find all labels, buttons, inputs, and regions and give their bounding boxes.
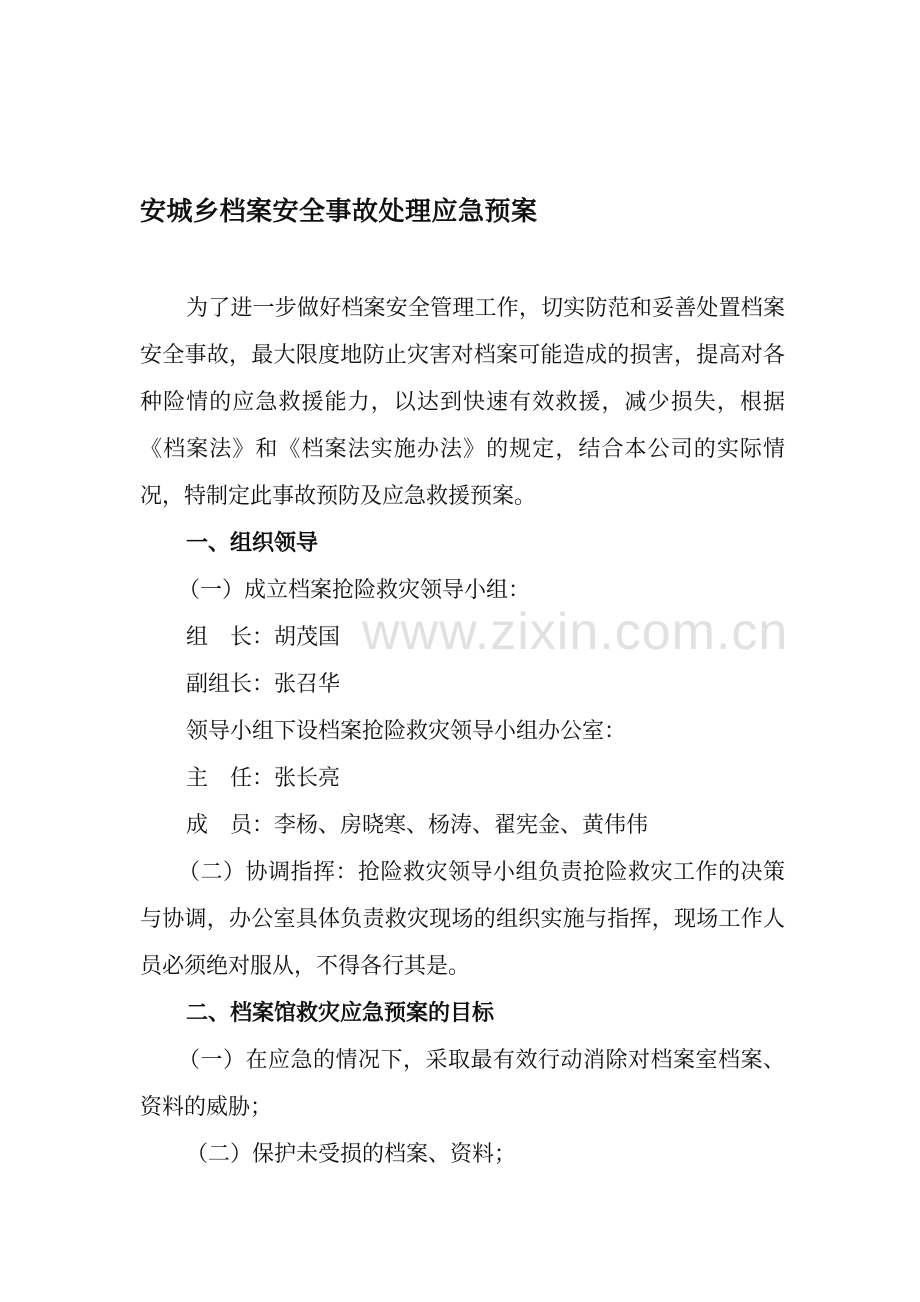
watermark-text: www.zixin.com.cn (362, 603, 789, 661)
document-body (140, 285, 785, 1178)
section-1-sub-1: （一）成立档案抢险救灾领导小组： (178, 578, 531, 603)
section-1-heading: 一、组织领导 (186, 531, 319, 556)
coordination-paragraph: （二）协调指挥：抢险救灾领导小组负责抢险救灾工作的决策与协调，办公室具体负责救灾现场的组织实施与指挥，现场工作人员必须绝对服从，不得各行其是。 (140, 860, 785, 979)
intro-paragraph: 为了进一步做好档案安全管理工作，切实防范和妥善处置档案安全事故，最大限度地防止灾害对档案可能造成的损害，提高对各种险情的应急救援能力，以达到快速有效救援，减少损失，根据《档案法》和《档案法实施办法》的规定，结合本公司的实际情况，特制定此事故预防及应急救援预案。 (140, 296, 785, 509)
leader-line: 组 长：胡茂国 (186, 625, 341, 650)
deputy-leader-line: 副组长：张召华 (186, 672, 341, 697)
director-line: 主 任：张长亮 (186, 766, 341, 791)
section-2-heading: 二、档案馆救灾应急预案的目标 (186, 1001, 495, 1026)
goal-item-1: （一）在应急的情况下，采取最有效行动消除对档案室档案、资料的威胁； (140, 1048, 785, 1120)
goal-item-2: （二）保护未受损的档案、资料； (186, 1142, 517, 1167)
office-line: 领导小组下设档案抢险救灾领导小组办公室： (186, 719, 627, 744)
members-line: 成 员：李杨、房晓寒、杨涛、翟宪金、黄伟伟 (186, 813, 649, 838)
document-title: 安城乡档案安全事故处理应急预案 (140, 197, 538, 227)
